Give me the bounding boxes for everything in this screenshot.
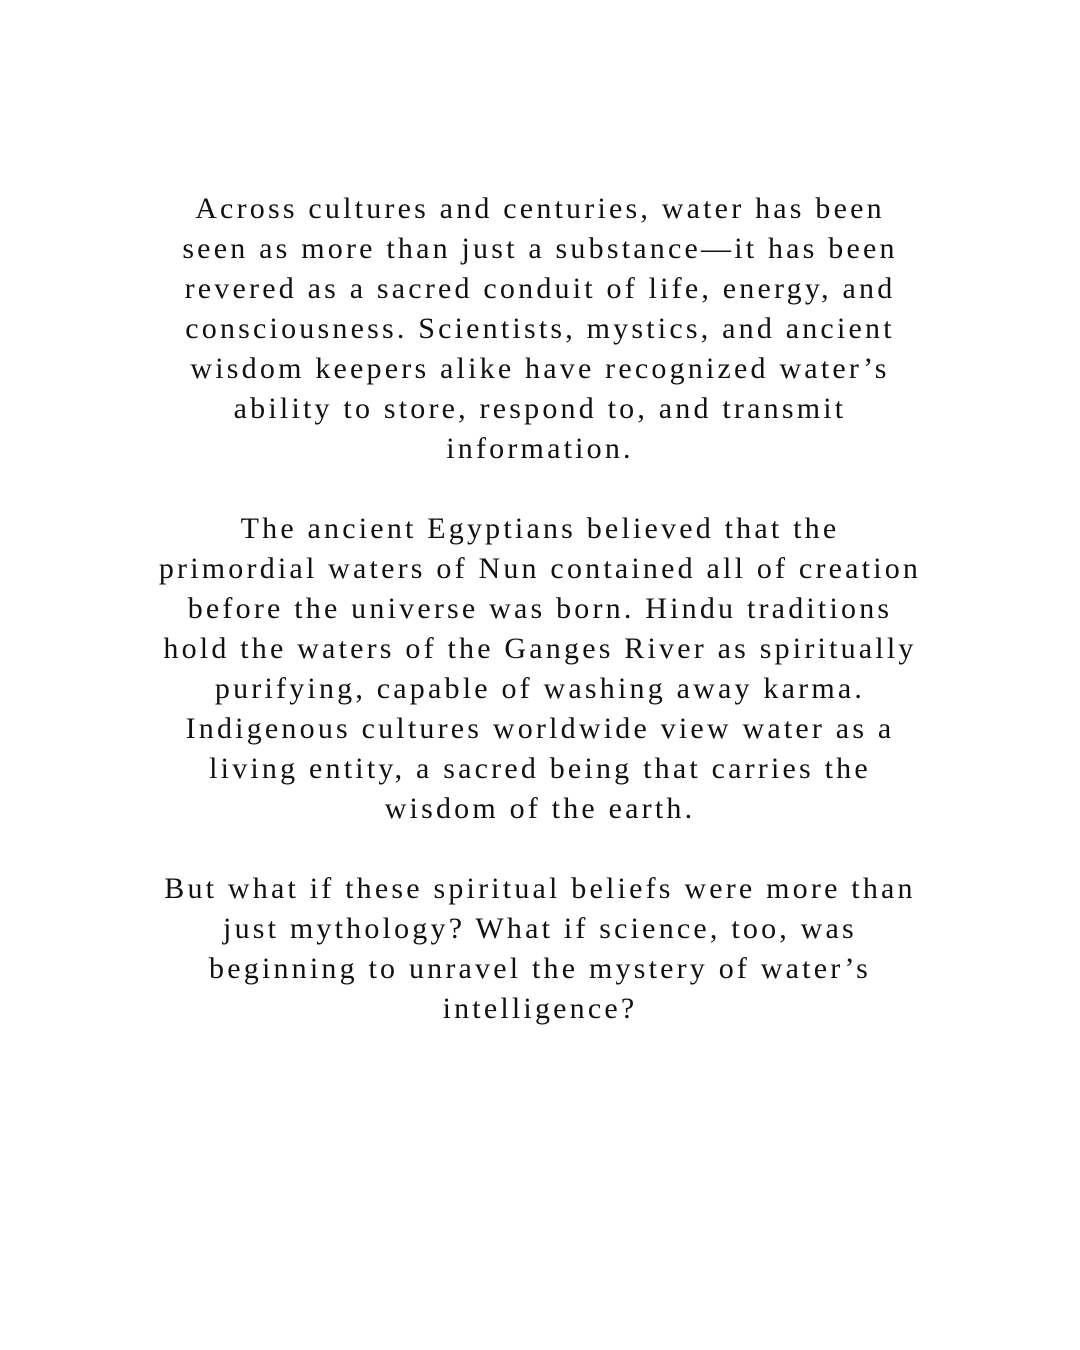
text-line: intelligence? — [442, 992, 638, 1025]
text-line: information. — [446, 432, 634, 465]
paragraph-3 — [80, 869, 1000, 1029]
text-line: beginning to unravel the mystery of water’s — [209, 952, 871, 985]
text-line: just mythology? What if science, too, was — [223, 912, 857, 945]
body-text — [80, 189, 1000, 1029]
text-line: wisdom of the earth. — [384, 792, 696, 825]
text-line: Across cultures and centuries, water has been — [195, 192, 885, 225]
text-line: Indigenous cultures worldwide view water as a — [185, 712, 895, 745]
text-line: seen as more than just a substance—it has been — [182, 232, 898, 265]
text-line: revered as a sacred conduit of life, energy, and — [184, 272, 896, 305]
text-line: wisdom keepers alike have recognized water’s — [190, 352, 890, 385]
text-line: primordial waters of Nun contained all of creation — [158, 552, 922, 585]
text-line: before the universe was born. Hindu traditions — [187, 592, 893, 625]
text-line: ability to store, respond to, and transmit — [233, 392, 847, 425]
text-line: purifying, capable of washing away karma. — [214, 672, 866, 705]
paragraph-1 — [80, 189, 1000, 469]
text-line: consciousness. Scientists, mystics, and ancient — [185, 312, 895, 345]
text-line: hold the waters of the Ganges River as spiritually — [163, 632, 917, 665]
text-line: living entity, a sacred being that carries the — [209, 752, 871, 785]
paragraph-2 — [80, 509, 1000, 829]
text-line: But what if these spiritual beliefs were more than — [164, 872, 916, 905]
text-line: The ancient Egyptians believed that the — [240, 512, 840, 545]
